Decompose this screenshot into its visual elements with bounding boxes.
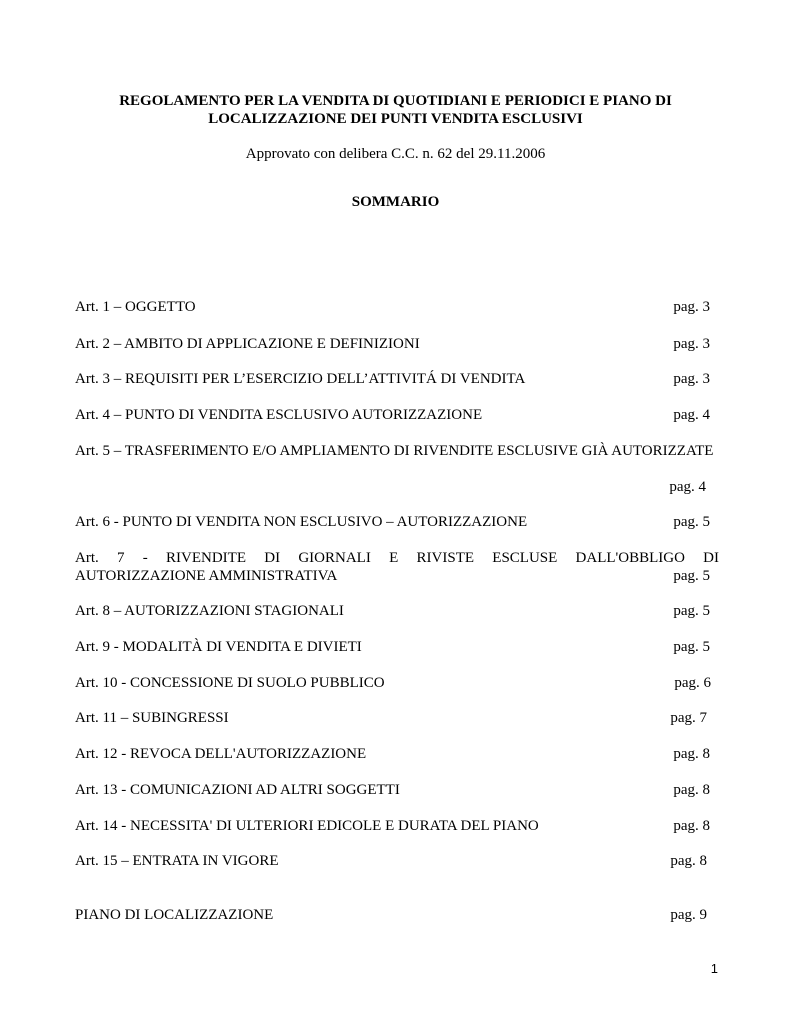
toc-entry-title: Art. 9 - MODALITÀ DI VENDITA E DIVIETI xyxy=(75,639,362,655)
toc-entry-art-1[interactable] xyxy=(75,298,719,316)
toc-entry-title: Art. 5 – TRASFERIMENTO E/O AMPLIAMENTO DI RIVENDITE ESCLUSIVE GIÀ AUTORIZZATE xyxy=(75,443,714,459)
toc-entry-page: pag. 9 xyxy=(670,907,707,923)
toc-entry-title: Art. 15 – ENTRATA IN VIGORE xyxy=(75,853,279,869)
document-title xyxy=(0,92,791,128)
title-line-2: LOCALIZZAZIONE DEI PUNTI VENDITA ESCLUSIVI xyxy=(208,111,583,127)
toc-entry-title: Art. 1 – OGGETTO xyxy=(75,299,196,315)
toc-entry-title: Art. 10 - CONCESSIONE DI SUOLO PUBBLICO xyxy=(75,675,385,691)
toc-entry-art-8[interactable] xyxy=(75,602,719,620)
toc-entry-page: pag. 3 xyxy=(673,336,710,352)
toc-entry-page: pag. 8 xyxy=(670,853,707,869)
toc-entry-title-line-2: AUTORIZZAZIONE AMMINISTRATIVA xyxy=(75,568,338,584)
toc-entry-title: Art. 13 - COMUNICAZIONI AD ALTRI SOGGETTI xyxy=(75,782,400,798)
toc-entry-art-3[interactable] xyxy=(75,370,719,388)
toc-entry-art-14[interactable] xyxy=(75,817,719,835)
toc-entry-page: pag. 4 xyxy=(673,407,710,423)
title-line-1: REGOLAMENTO PER LA VENDITA DI QUOTIDIANI E PERIODICI E PIANO DI xyxy=(119,93,672,109)
toc-entry-art-6[interactable] xyxy=(75,513,719,531)
toc-entry-title: Art. 14 - NECESSITA' DI ULTERIORI EDICOLE E DURATA DEL PIANO xyxy=(75,818,539,834)
toc-entry-art-9[interactable] xyxy=(75,638,719,656)
toc-entry-page: pag. 6 xyxy=(674,675,711,691)
toc-entry-piano[interactable] xyxy=(75,906,719,924)
toc-entry-title: Art. 12 - REVOCA DELL'AUTORIZZAZIONE xyxy=(75,746,367,762)
toc-entry-page: pag. 5 xyxy=(673,514,710,530)
toc-entry-page: pag. 3 xyxy=(673,371,710,387)
toc-entry-page: pag. 5 xyxy=(673,568,710,584)
summary-heading: SOMMARIO xyxy=(351,194,440,210)
toc-entry-page: pag. 3 xyxy=(673,299,710,315)
toc-entry-title: PIANO DI LOCALIZZAZIONE xyxy=(75,907,274,923)
toc-entry-title: Art. 8 – AUTORIZZAZIONI STAGIONALI xyxy=(75,603,344,619)
toc-entry-art-10[interactable] xyxy=(75,674,719,692)
toc-entry-page: pag. 8 xyxy=(673,746,710,762)
toc-entry-page: pag. 5 xyxy=(673,603,710,619)
toc-entry-page: pag. 4 xyxy=(669,479,706,495)
toc-entry-page: pag. 7 xyxy=(670,710,707,726)
toc-entry-art-7[interactable] xyxy=(75,549,719,585)
toc-entry-title: Art. 2 – AMBITO DI APPLICAZIONE E DEFINIZIONI xyxy=(75,336,420,352)
toc-entry-page: pag. 8 xyxy=(673,782,710,798)
approval-note: Approvato con delibera C.C. n. 62 del 29.11.2006 xyxy=(245,146,546,162)
toc-entry-art-4[interactable] xyxy=(75,406,719,424)
toc-entry-title: Art. 11 – SUBINGRESSI xyxy=(75,710,229,726)
toc-entry-page: pag. 5 xyxy=(673,639,710,655)
toc-entry-art-2[interactable] xyxy=(75,335,719,353)
toc-entry-art-15[interactable] xyxy=(75,852,719,870)
toc-entry-art-13[interactable] xyxy=(75,781,719,799)
toc-entry-art-11[interactable] xyxy=(75,709,719,727)
toc-entry-art-5[interactable] xyxy=(75,442,719,496)
toc-entry-title: Art. 3 – REQUISITI PER L’ESERCIZIO DELL’ATTIVITÁ DI VENDITA xyxy=(75,371,526,387)
toc-entry-art-12[interactable] xyxy=(75,745,719,763)
toc-entry-title: Art. 6 - PUNTO DI VENDITA NON ESCLUSIVO – AUTORIZZAZIONE xyxy=(75,514,528,530)
toc-entry-page: pag. 8 xyxy=(673,818,710,834)
page-number: 1 xyxy=(710,961,718,976)
toc-entry-title-line-1: Art. 7 - RIVENDITE DI GIORNALI E RIVISTE ESCLUSE DALL'OBBLIGO DI xyxy=(75,550,719,566)
toc-entry-title: Art. 4 – PUNTO DI VENDITA ESCLUSIVO AUTORIZZAZIONE xyxy=(75,407,483,423)
